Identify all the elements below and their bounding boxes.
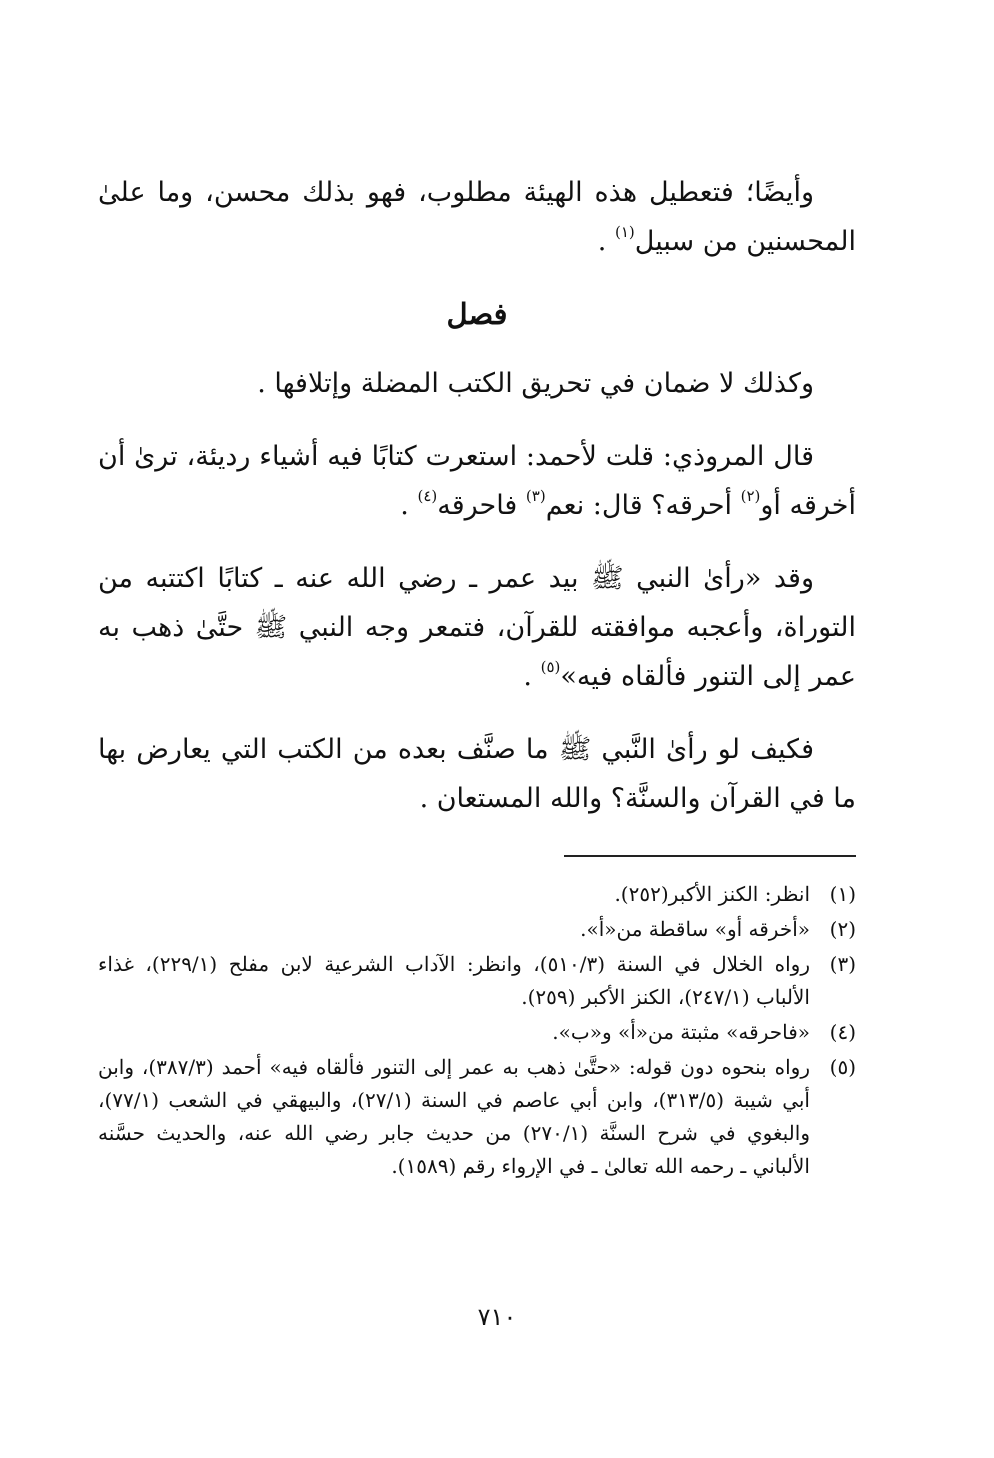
paragraph-1: وأيضًا؛ فتعطيل هذه الهيئة مطلوب، فهو بذلك محسن، وما علىٰ المحسنين من سبيل$^{(١)}$ . [98, 177, 856, 257]
footnotes [98, 878, 856, 1185]
footnote-number: (٢) [829, 917, 856, 941]
main-text [98, 168, 856, 845]
paragraph-5: فكيف لو رأىٰ النَّبي ﷺ ما صنَّف بعده من الكتب التي يعارض بها ما في القرآن والسنَّة؟ والله المستعان . [98, 734, 856, 814]
footnote-number: (١) [829, 882, 856, 906]
footnote-item [98, 878, 856, 911]
footnote-text: انظر: الكنز الأكبر(٢٥٢). [614, 882, 810, 906]
footnote-text: «أخرقه أو» ساقطة من«أ». [580, 917, 810, 941]
footnote-item [98, 913, 856, 946]
paragraph-4: وقد «رأىٰ النبي ﷺ بيد عمر ـ رضي الله عنه ـ كتابًا اكتتبه من التوراة، وأعجبه موافقته للقرآن، فتمعر وجه النبي ﷺ حتَّىٰ ذهب به عمر إلى التنور فألقاه فيه»$^{(٥)}$ . [98, 563, 856, 692]
footnote-ref-3: (٣) [525, 487, 546, 505]
footnote-text: «فاحرقه» مثبتة من«أ» و«ب». [552, 1020, 810, 1044]
footnote-separator [564, 855, 856, 857]
section-heading: فصل [446, 297, 508, 331]
footnote-number: (٤) [829, 1020, 856, 1044]
paragraph-2: وكذلك لا ضمان في تحريق الكتب المضلة وإتلافها . [257, 368, 814, 399]
footnote-item [98, 948, 856, 1014]
footnote-ref-1: (١) [614, 223, 635, 241]
page-number: ٧١٠ [477, 1303, 517, 1331]
footnote-ref-4: (٤) [417, 487, 438, 505]
footnote-number: (٣) [829, 952, 856, 976]
footnote-number: (٥) [829, 1055, 856, 1079]
footnote-text: رواه الخلال في السنة (٥١٠/٣)، وانظر: الآداب الشرعية لابن مفلح (٢٢٩/١)، غذاء الألباب (٢٤٧/١)، الكنز الأكبر (٢٥٩). [98, 952, 810, 1009]
footnote-text: رواه بنحوه دون قوله: «حتَّىٰ ذهب به عمر إلى التنور فألقاه فيه» أحمد (٣٨٧/٣)، وابن أبي شيبة (٣١٣/٥)، وابن أبي عاصم في السنة (٢٧/١)، والبيهقي في الشعب (٧٧/١)، والبغوي في شرح السنَّة (٢٧٠/١) من حديث جابر رضي الله عنه، والحديث حسَّنه الألباني ـ رحمه الله تعالىٰ ـ في الإرواء رقم (١٥٨٩). [98, 1055, 810, 1178]
footnote-item [98, 1016, 856, 1049]
footnote-item [98, 1051, 856, 1183]
footnote-ref-5: (٥) [540, 658, 561, 676]
footnote-ref-2: (٢) [740, 487, 761, 505]
paragraph-3: قال المروذي: قلت لأحمد: استعرت كتابًا فيه أشياء رديئة، ترىٰ أن أخرقه أو$^{(٢)}$ أحرقه؟ قال: نعم$^{(٣)}$ فاحرقه$^{(٤)}$ . [98, 441, 856, 521]
